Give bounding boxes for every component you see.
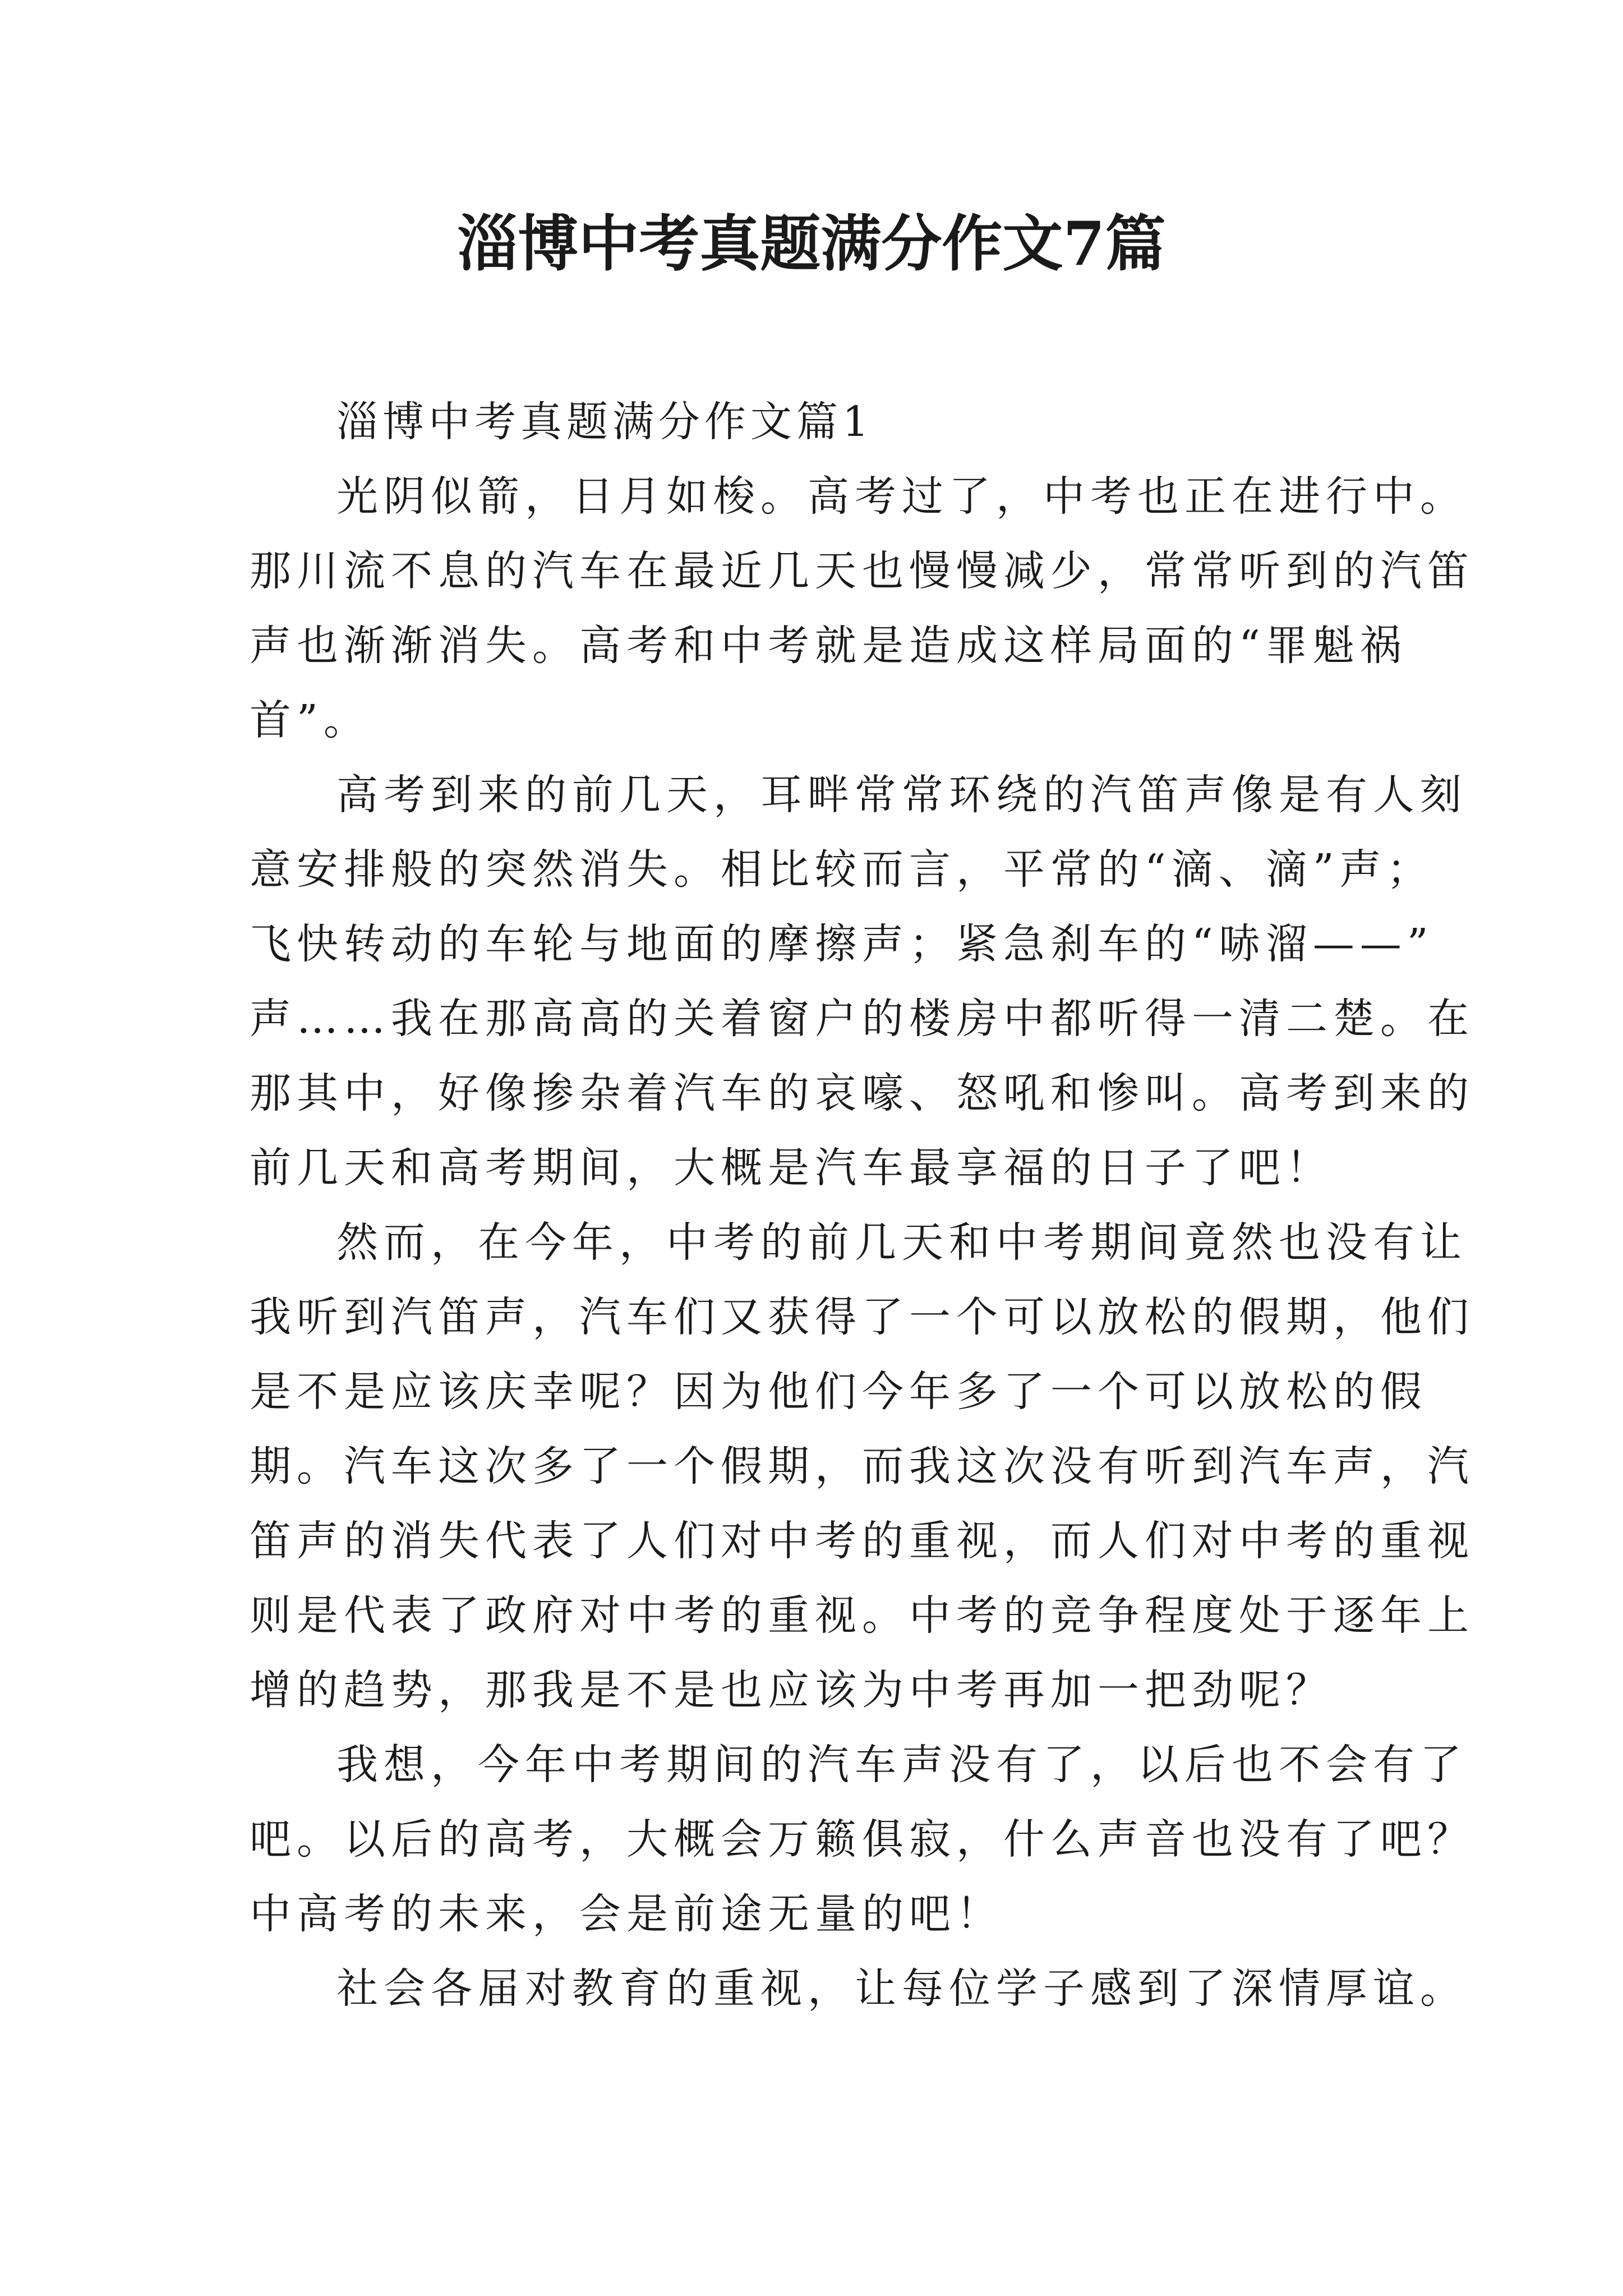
section-heading: 淄博中考真题满分作文篇1 — [336, 398, 874, 446]
text-line: 高考到来的前几天，耳畔常常环绕的汽笛声像是有人刻 — [336, 771, 1467, 819]
text-line: 那川流不息的汽车在最近几天也慢慢减少，常常听到的汽笛 — [250, 547, 1474, 595]
text-line: 则是代表了政府对中考的重视。中考的竞争程度处于逐年上 — [250, 1591, 1474, 1640]
text-line: 声也渐渐消失。高考和中考就是造成这样局面的“罪魁祸 — [250, 622, 1407, 670]
text-line: 那其中，好像掺杂着汽车的哀嚎、怒吼和惨叫。高考到来的 — [250, 1069, 1474, 1117]
text-line: 前几天和高考期间，大概是汽车最享福的日子了吧！ — [250, 1144, 1333, 1192]
text-line: 飞快转动的车轮与地面的摩擦声；紧急刹车的“哧溜——” — [250, 920, 1434, 968]
text-line: 笛声的消失代表了人们对中考的重视，而人们对中考的重视 — [250, 1517, 1474, 1565]
text-line: 吧。以后的高考，大概会万籁俱寂，什么声音也没有了吧？ — [250, 1815, 1474, 1864]
document-title: 淄博中考真题满分作文7篇 — [457, 209, 1166, 279]
text-line: 声……我在那高高的关着窗户的楼房中都听得一清二楚。在 — [250, 995, 1474, 1043]
article-body — [250, 385, 1474, 2026]
text-line: 是不是应该庆幸呢？因为他们今年多了一个可以放松的假 — [250, 1368, 1427, 1416]
text-line: 光阴似箭，日月如梭。高考过了，中考也正在进行中。 — [336, 472, 1467, 521]
text-line: 我听到汽笛声，汽车们又获得了一个可以放松的假期，他们 — [250, 1293, 1474, 1341]
text-line: 社会各届对教育的重视，让每位学子感到了深情厚谊。 — [336, 1964, 1467, 2013]
text-line: 中高考的未来，会是前途无量的吧！ — [250, 1890, 1003, 1938]
text-line: 然而，在今年，中考的前几天和中考期间竟然也没有让 — [336, 1218, 1467, 1267]
text-line: 我想，今年中考期间的汽车声没有了，以后也不会有了 — [336, 1741, 1467, 1789]
text-line: 首”。 — [250, 696, 371, 744]
text-line: 增的趋势，那我是不是也应该为中考再加一把劲呢？ — [250, 1666, 1333, 1714]
text-line: 意安排般的突然消失。相比较而言，平常的“滴、滴”声； — [250, 845, 1434, 894]
text-line: 期。汽车这次多了一个假期，而我这次没有听到汽车声，汽 — [250, 1442, 1474, 1490]
